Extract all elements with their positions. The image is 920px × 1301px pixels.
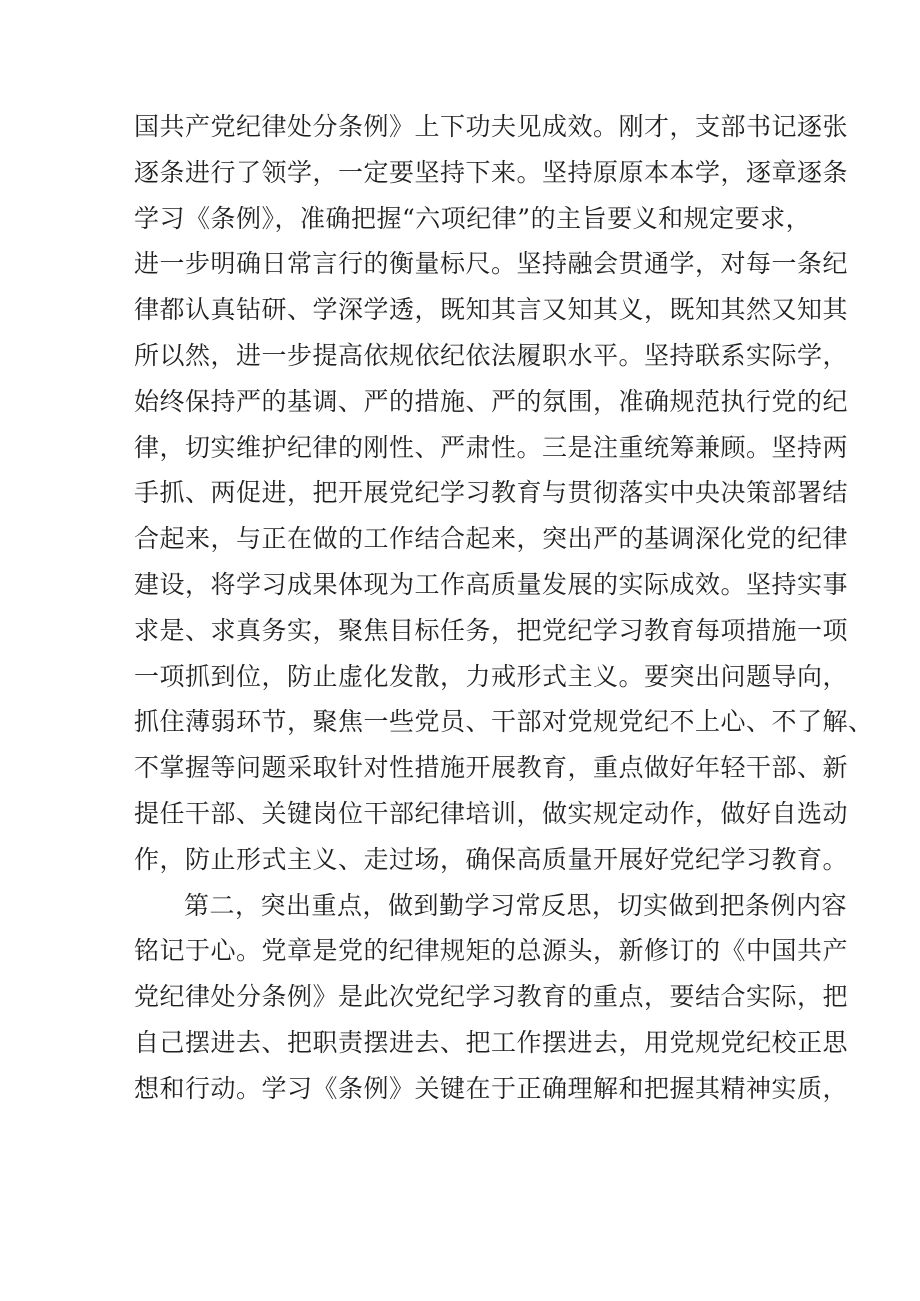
text-line: 不掌握等问题采取针对性措施开展教育，重点做好年轻干部、新: [134, 753, 849, 783]
text-line: 抓住薄弱环节，聚焦一些党员、干部对党规党纪不上心、不了解、: [134, 707, 874, 737]
paragraph-start-line: 第二，突出重点，做到勤学习常反思，切实做到把条例内容: [184, 890, 848, 920]
text-line: 国共产党纪律处分条例》上下功夫见成效。刚才，支部书记逐张: [134, 112, 849, 141]
text-line: 合起来，与正在做的工作结合起来，突出严的基调深化党的纪律: [134, 524, 849, 554]
text-line: 求是、求真务实，聚焦目标任务，把党纪学习教育每项措施一项: [134, 615, 849, 645]
text-line: 自己摆进去、把职责摆进去、把工作摆进去，用党规党纪校正思: [134, 1027, 849, 1057]
text-line: 律都认真钻研、学深学透，既知其言又知其义，既知其然又知其: [134, 295, 849, 325]
text-line: 逐条进行了领学，一定要坚持下来。坚持原原本本学，逐章逐条: [134, 157, 849, 187]
text-line: 手抓、两促进，把开展党纪学习教育与贯彻落实中央决策部署结: [134, 478, 849, 508]
text-line: 建设，将学习成果体现为工作高质量发展的实际成效。坚持实事: [134, 569, 849, 599]
text-line: 进一步明确日常言行的衡量标尺。坚持融会贯通学，对每一条纪: [134, 249, 849, 279]
document-body-text: [134, 104, 874, 1112]
text-line: 铭记于心。党章是党的纪律规矩的总源头，新修订的《中国共产: [134, 936, 849, 966]
text-line: 律，切实维护纪律的刚性、严肃性。三是注重统筹兼顾。坚持两: [134, 432, 849, 462]
text-line: 一项抓到位，防止虚化发散，力戒形式主义。要突出问题导向，: [134, 661, 849, 691]
text-line: 党纪律处分条例》是此次党纪学习教育的重点，要结合实际，把: [134, 982, 849, 1012]
text-line: 作，防止形式主义、走过场，确保高质量开展好党纪学习教育。: [134, 844, 849, 874]
text-line: 始终保持严的基调、严的措施、严的氛围，准确规范执行党的纪: [134, 386, 849, 416]
text-line: 提任干部、关键岗位干部纪律培训，做实规定动作，做好自选动: [134, 798, 849, 828]
text-line: 学习《条例》，准确把握“六项纪律”的主旨要义和规定要求，: [134, 203, 812, 233]
text-line: 所以然，进一步提高依规依纪依法履职水平。坚持联系实际学，: [134, 340, 849, 370]
text-line: 想和行动。学习《条例》关键在于正确理解和把握其精神实质，: [134, 1073, 849, 1103]
